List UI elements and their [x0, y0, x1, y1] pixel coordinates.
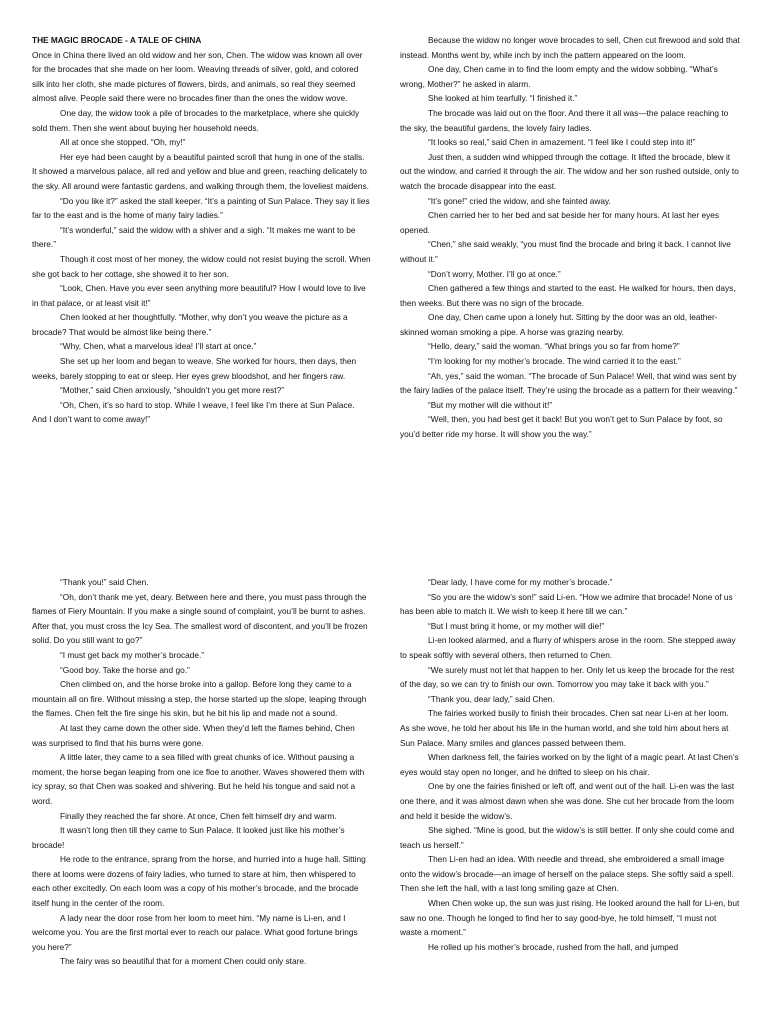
story-paragraph: She set up her loom and began to weave. She worked for hours, then days, then weeks, barely stopping to eat or sleep. Her eyes grew bloodshot, and her fingers raw.: [32, 356, 357, 381]
story-paragraph: The brocade was laid out on the floor. And there it all was—the palace reaching to the sky, the beautiful gardens, the lovely fairy ladies.: [400, 107, 729, 133]
story-paragraph: A little later, they came to a sea filled with great chunks of ice. Without pausing a moment, the horse began leaping from one ice floe to another. Waves showered them with icy spray, so that Chen was soaked and shivering. But he held his tongue and said not a word.: [32, 752, 365, 806]
story-paragraph: One day, Chen came upon a lonely hut. Sitting by the door was an old, leather-skinned woman smoking a pipe. A horse was grazing nearby.: [400, 312, 718, 337]
story-paragraph: Finally they reached the far shore. At once, Chen felt himself dry and warm.: [60, 810, 337, 821]
story-paragraph: “We surely must not let that happen to her. Only let us keep the brocade for the rest of the day, so we can try to finish our own. Tomorrow you may take it back with you.”: [400, 664, 735, 690]
story-paragraph: She looked at him tearfully. “I finished it.”: [428, 93, 578, 104]
story-paragraph: “Chen,” she said weakly, “you must find the brocade and bring it back. I cannot live without it.”: [400, 239, 731, 264]
story-paragraph: Just then, a sudden wind whipped through the cottage. It lifted the brocade, blew it out the window, and carried it through the air. The widow and her son rushed outside, only to watch the brocade disappear into the east.: [400, 151, 739, 191]
paragraph-list: [32, 106, 371, 427]
story-paragraph: “Look, Chen. Have you ever seen anything more beautiful? How I would love to live in that palace, or at least visit it!”: [32, 283, 366, 308]
story-paragraph: “But I must bring it home, or my mother will die!”: [428, 620, 605, 631]
story-paragraph: She sighed. “Mine is good, but the widow’s is still better. If only she could come and teach us herself.”: [400, 825, 735, 850]
story-paragraph: All at once she stopped. “Oh, my!”: [60, 137, 186, 148]
story-paragraph: The fairy was so beautiful that for a moment Chen could only stare.: [60, 956, 307, 967]
story-paragraph: The fairies worked busily to finish their brocades. Chen sat near Li-en at her loom. As she wove, he told her about his life in the human world, and she told him about hers at Sun Palace. Many smiles and glances passed between them.: [400, 708, 729, 748]
paragraph-list: [32, 575, 371, 969]
story-paragraph: “Well, then, you had best get it back! But you won’t get to Sun Palace by foot, so you’d better ride my horse. It will show you the way.”: [400, 414, 723, 440]
story-paragraph: “It looks so real,” said Chen in amazement. “I feel like I could step into it!”: [428, 137, 696, 148]
story-paragraph: “Good boy. Take the horse and go.”: [60, 664, 190, 675]
story-paragraph: “It’s wonderful,” said the widow with a shiver and a sigh. “It makes me want to be there.”: [32, 224, 356, 250]
story-paragraph: One by one the fairies finished or left off, and went out of the hall. Li-en was the last one there, and it was almost dawn when she was done. She cut her brocade from the loom and held it beside the widow’s.: [400, 781, 735, 821]
story-paragraph: One day, Chen came in to find the loom empty and the widow sobbing. “What’s wrong, Mother?” he asked in alarm.: [400, 64, 718, 89]
story-paragraph: “Oh, don’t thank me yet, deary. Between here and there, you must pass through the flames of Fiery Mountain. If you make a single sound of complaint, you’ll be burnt to ashes. After that, you must cross the Icy Sea. The smallest word of discontent, and you’ll be frozen solid. Do you still want to go?”: [32, 591, 368, 646]
story-paragraph: “So you are the widow’s son!” said Li-en. “How we admire that brocade! None of us has been able to match it. We wish to keep it here till we can.”: [400, 591, 733, 617]
story-paragraph: Because the widow no longer wove brocades to sell, Chen cut firewood and sold that instead. Months went by, while inch by inch the pattern appeared on the loom.: [400, 35, 740, 60]
story-paragraph: “Why, Chen, what a marvelous idea! I’ll start at once.”: [60, 341, 257, 352]
story-paragraph: He rode to the entrance, sprang from the horse, and hurried into a huge hall. Sitting there at looms were dozens of fairy ladies, who turned to stare at him, then whispered to each other excitedly. On each loom was a copy of his mother’s brocade, and the brocade itself hung in the center of the room.: [32, 854, 366, 909]
story-paragraph: “Don’t worry, Mother. I’ll go at once.”: [428, 268, 561, 279]
paragraph-list: [400, 575, 740, 954]
intro-paragraph: Once in China there lived an old widow and her son, Chen. The widow was known all over for the brocades that she made on her loom. Weaving threads of silver, gold, and colored silk into her cloth, she made pictures of flowers, birds, and animals, so real they seemed almost alive. People said there were no brocades finer than the ones the widow wove.: [32, 49, 363, 104]
story-paragraph: “Dear lady, I have come for my mother’s brocade.”: [428, 577, 613, 587]
story-paragraph: “Ah, yes,” said the woman. “The brocade of Sun Palace! Well, that wind was sent by the fairy ladies of the palace itself. They’re using the brocade as a pattern for their weaving.”: [400, 370, 738, 396]
paragraph-list: [400, 33, 740, 442]
story-paragraph: “Hello, deary,” said the woman. “What brings you so far from home?”: [428, 341, 680, 352]
story-paragraph: Chen carried her to her bed and sat beside her for many hours. At last her eyes opened.: [400, 210, 720, 235]
column-bottom-left: [32, 575, 371, 969]
story-paragraph: Chen gathered a few things and started to the east. He walked for hours, then days, then weeks. But there was no sign of the brocade.: [400, 283, 736, 308]
story-paragraph: “It’s gone!” cried the widow, and she fainted away.: [428, 195, 611, 206]
story-paragraph: A lady near the door rose from her loom to meet him. “My name is Li-en, and I welcome you. You are the first mortal ever to reach our palace. What good fortune brings you here?”: [32, 912, 358, 952]
story-paragraph: Chen climbed on, and the horse broke into a gallop. Before long they came to a mountain all on fire. Without missing a step, the horse started up the slope, leaping through the flames. Chen felt the fire singe his skin, but he bit his lip and made not a sound.: [32, 679, 367, 719]
column-top-left: [32, 33, 371, 427]
story-paragraph: “Do you like it?” asked the stall keeper. “It’s a painting of Sun Palace. They say it lies far to the east and is the home of many fairy ladies.”: [32, 195, 370, 221]
story-paragraph: He rolled up his mother’s brocade, rushed from the hall, and jumped: [428, 941, 679, 952]
story-paragraph: “I must get back my mother’s brocade.”: [60, 649, 205, 660]
column-top-right: [400, 33, 740, 442]
story-paragraph: One day, the widow took a pile of brocades to the marketplace, where she quickly sold them. Then she went about buying her household needs.: [32, 107, 360, 133]
story-paragraph: It wasn’t long then till they came to Sun Palace. It looked just like his mother’s brocade!: [32, 825, 345, 850]
story-paragraph: Then Li-en had an idea. With needle and thread, she embroidered a small image onto the widow’s brocade—an image of herself on the palace steps. She softly said a spell. Then she left the hall, with a last long smiling gaze at Chen.: [400, 854, 734, 894]
story-paragraph: Though it cost most of her money, the widow could not resist buying the scroll. When she got back to her cottage, she showed it to her son.: [32, 253, 371, 279]
story-title: THE MAGIC BROCADE - A TALE OF CHINA: [32, 35, 202, 45]
story-paragraph: Her eye had been caught by a beautiful painted scroll that hung in one of the stalls. It showed a marvelous palace, all red and yellow and blue and green, reaching delicately to the sky. All around were fantastic gardens, and walking through them, the loveliest maidens.: [32, 151, 369, 191]
story-paragraph: Li-en looked alarmed, and a flurry of whispers arose in the room. She stepped away to speak softly with several others, then returned to Chen.: [400, 635, 736, 660]
column-bottom-right: [400, 575, 740, 954]
story-paragraph: When Chen woke up, the sun was just rising. He looked around the hall for Li-en, but saw no one. Though he longed to find her to say good-bye, he told himself, “I must not waste a moment.”: [400, 898, 740, 938]
story-paragraph: “Oh, Chen, it’s so hard to stop. While I weave, I feel like I’m there at Sun Palace. And I don’t want to come away!”: [32, 399, 355, 425]
story-paragraph: “Thank you!” said Chen.: [60, 577, 149, 587]
story-paragraph: “Mother,” said Chen anxiously, “shouldn’t you get more rest?”: [60, 385, 284, 396]
story-paragraph: When darkness fell, the fairies worked on by the light of a magic pearl. At last Chen’s eyes would stay open no longer, and he drifted to sleep on his chair.: [400, 752, 739, 777]
story-paragraph: At last they came down the other side. When they’d left the flames behind, Chen was surprised to find that his burns were gone.: [32, 722, 355, 748]
story-paragraph: “I’m looking for my mother’s brocade. The wind carried it to the east.”: [428, 356, 681, 367]
story-paragraph: “But my mother will die without it!”: [428, 399, 553, 410]
story-paragraph: “Thank you, dear lady,” said Chen.: [428, 693, 555, 704]
story-paragraph: Chen looked at her thoughtfully. “Mother, why don’t you weave the picture as a brocade? That would be almost like being there.”: [32, 312, 348, 337]
